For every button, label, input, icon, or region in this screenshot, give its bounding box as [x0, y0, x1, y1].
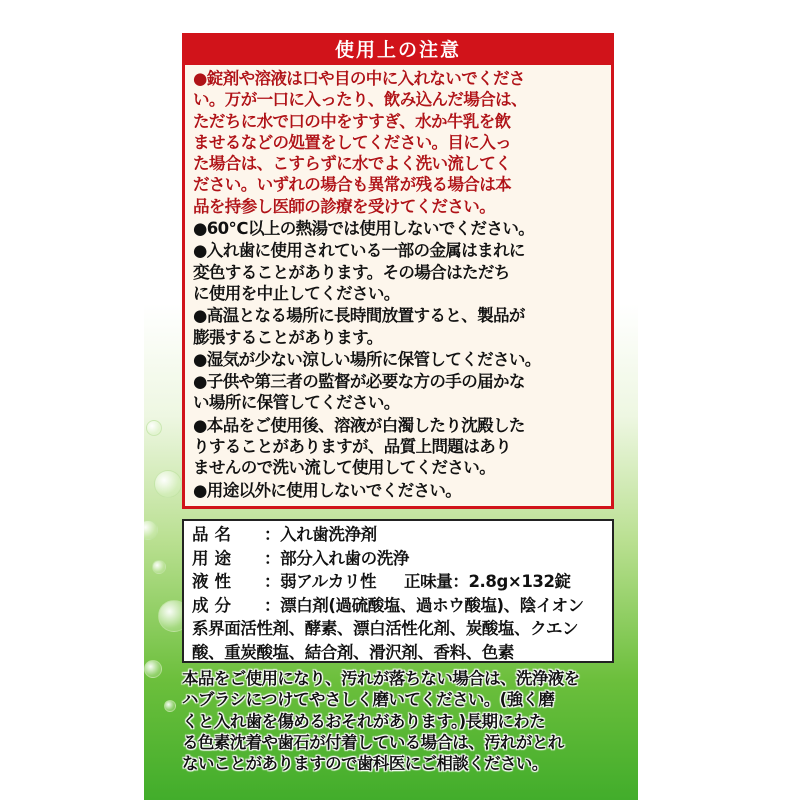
caution-line: い。万が一口に入ったり、飲み込んだ場合は、 — [193, 90, 527, 110]
spec-row-use — [192, 547, 612, 571]
caution-line: ●本品をご使用後、溶液が白濁したり沈殿した — [193, 415, 525, 435]
caution-line: 変色することがあります。その場合はただち — [193, 262, 510, 282]
spec-label: 品名 — [192, 525, 237, 544]
caution-line: ませるなどの処置をしてください。目に入っ — [193, 132, 512, 152]
caution-line: に使用を中止してください。 — [193, 283, 400, 303]
spec-row-ingredients-cont: 酸、重炭酸塩、結合剤、滑沢剤、香料、色素 — [192, 642, 515, 662]
caution-line: ●高温となる場所に長時間放置すると、製品が — [193, 306, 525, 326]
product-spec-box — [182, 519, 614, 663]
spec-row-ingredients — [192, 594, 612, 618]
usage-line: 本品をご使用になり、汚れが落ちない場合は、洗浄液を — [182, 669, 580, 688]
spec-label: 用途 — [192, 548, 237, 568]
usage-line: くと入れ歯を傷めるおそれがあります。)長期にわた — [182, 711, 546, 731]
usage-line: ないことがありますので歯科医にご相談ください。 — [182, 754, 548, 774]
caution-line: た場合は、こすらずに水でよく洗い流してく — [193, 154, 512, 174]
spec-label: 成分 — [192, 595, 237, 615]
spec-value: ：弱アルカリ性 — [264, 572, 377, 591]
usage-note — [182, 668, 614, 774]
caution-line: ●子供や第三者の監督が必要な方の手の届かな — [193, 372, 525, 392]
caution-line: い場所に保管してください。 — [193, 393, 400, 413]
net-quantity: 正味量：2.8g×132錠 — [404, 572, 571, 591]
spec-row-product — [192, 523, 612, 547]
caution-line: ださい。いずれの場合も異常が残る場合は本 — [193, 175, 512, 195]
caution-box — [182, 33, 614, 509]
caution-line: 膨張することがあります。 — [193, 327, 383, 347]
caution-line: ●錠剤や溶液は口や目の中に入れないでくださ — [193, 69, 525, 88]
bubble-decoration — [144, 660, 162, 678]
caution-list — [185, 65, 611, 501]
caution-line: ●用途以外に使用しないでください。 — [193, 480, 462, 500]
bubble-decoration — [152, 560, 166, 574]
spec-value: ：部分入れ歯の洗浄 — [264, 548, 409, 568]
spec-row-ingredients-cont: 系界面活性剤、酵素、漂白活性化剤、炭酸塩、クエン — [192, 619, 579, 638]
caution-line: ただちに水で口の中をすすぎ、水か牛乳を飲 — [193, 111, 511, 131]
caution-line: ●湿気が少ない涼しい場所に保管してください。 — [193, 349, 541, 369]
caution-line: ませんので洗い流して使用してください。 — [193, 458, 496, 478]
bubble-decoration — [146, 420, 162, 436]
spec-value: ：漂白剤(過硫酸塩、過ホウ酸塩)、陰イオン — [264, 595, 584, 615]
bubble-decoration — [164, 700, 176, 712]
usage-line: る色素沈着や歯石が付着している場合は、汚れがとれ — [182, 732, 564, 752]
caution-line: ●60℃以上の熱湯では使用しないでください。 — [193, 219, 535, 239]
spec-row-liquid — [192, 570, 612, 594]
caution-line: ●入れ歯に使用されている一部の金属はまれに — [193, 241, 525, 261]
usage-line: ハブラシにつけてやさしく磨いてください。(強く磨 — [182, 690, 555, 710]
caution-line: 品を持参し医師の診療を受けてください。 — [193, 196, 496, 216]
caution-title: 使用上の注意 — [185, 36, 611, 65]
caution-line: りすることがありますが、品質上問題はあり — [193, 437, 512, 457]
bubble-decoration — [154, 470, 182, 498]
spec-value: ：入れ歯洗浄剤 — [264, 525, 377, 544]
bubble-decoration — [144, 520, 158, 540]
spec-label: 液性 — [192, 572, 237, 591]
